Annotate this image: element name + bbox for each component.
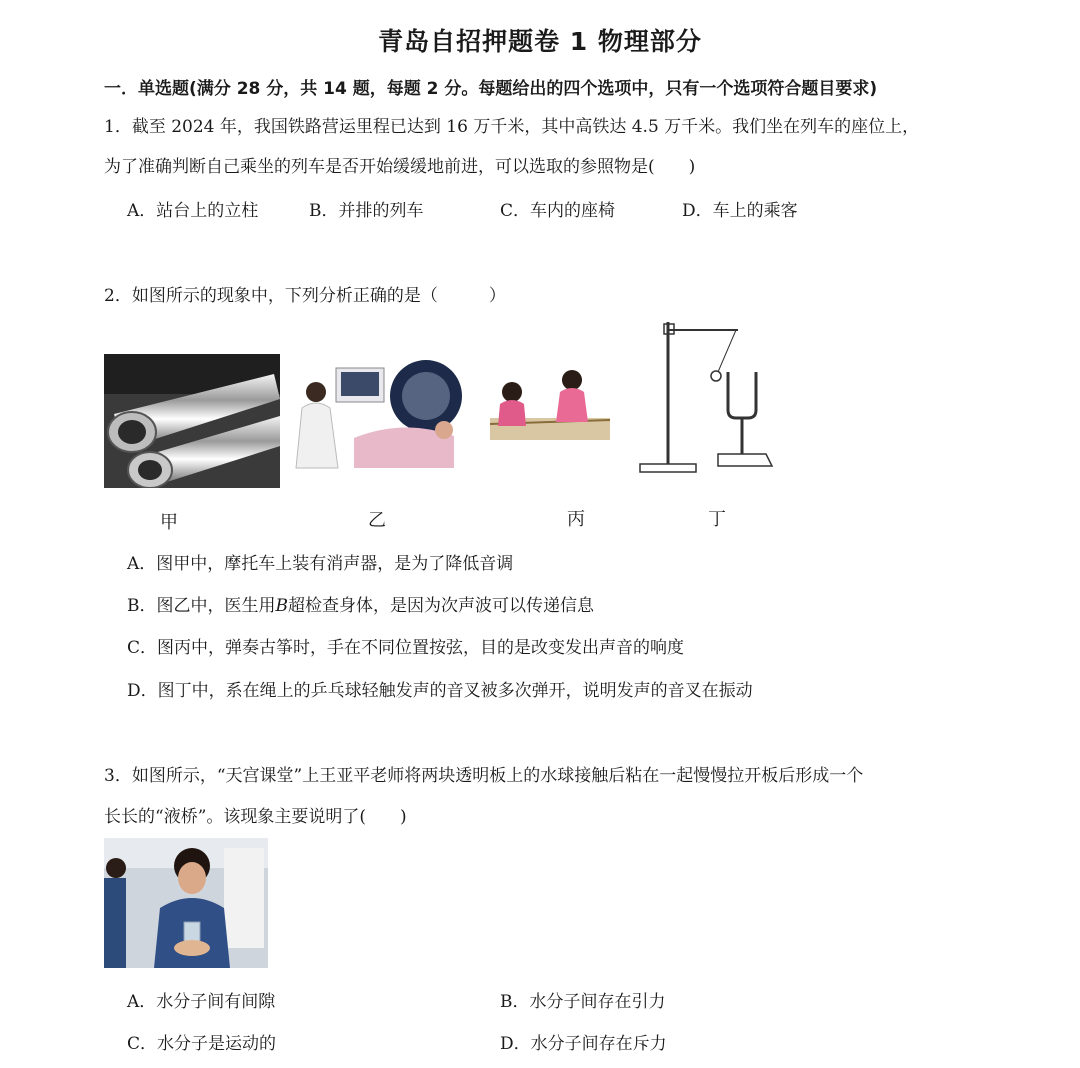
q3-option-d: D．水分子间存在斥力 [500,1034,667,1054]
q2-stem: 2．如图所示的现象中，下列分析正确的是（ ） [104,286,506,306]
q3-option-b: B．水分子间存在引力 [500,992,666,1012]
q1-option-d: D．车上的乘客 [682,201,798,221]
caption-ding: 丁 [708,509,726,530]
q3-stem-line2: 长长的“液桥”。该现象主要说明了( ) [104,807,407,827]
caption-jia: 甲 [160,512,178,533]
q2-option-a: A．图甲中，摩托车上装有消声器，是为了降低音调 [127,554,514,574]
q1-option-b: B．并排的列车 [309,201,424,221]
q1-option-c: C．车内的座椅 [500,201,616,221]
q2-option-b-italic: B [275,596,288,616]
q3-option-a: A．水分子间有间隙 [127,992,276,1012]
q2-option-c: C．图丙中，弹奏古筝时，手在不同位置按弦，目的是改变发出声音的响度 [127,638,685,658]
figure-yi-ultrasound [294,358,466,472]
q2-option-b-post: 超检查身体，是因为次声波可以传递信息 [288,596,594,616]
q3-stem-line1: 3．如图所示，“天宫课堂”上王亚平老师将两块透明板上的水球接触后粘在一起慢慢拉开板后形成一个 [104,766,864,786]
caption-bing: 丙 [567,509,585,530]
q1-stem-line1: 1．截至 2024 年，我国铁路营运里程已达到 16 万千米，其中高铁达 4.5 万千米。我们坐在列车的座位上， [104,117,920,137]
section-heading: 一．单选题(满分 28 分，共 14 题，每题 2 分。每题给出的四个选项中，只有一个选项符合题目要求) [104,79,878,99]
q2-option-b [127,591,594,616]
q3-option-c: C．水分子是运动的 [127,1034,277,1054]
figure-jia-muffler [104,354,280,488]
q2-option-b-pre: B．图乙中，医生用 [127,596,276,616]
q2-option-d: D．图丁中，系在绳上的乒乓球轻触发声的音叉被多次弹开，说明发声的音叉在振动 [127,681,753,701]
figure-ding-tuning-fork [636,318,776,480]
page-title: 青岛自招押题卷 1 物理部分 [378,27,702,56]
figure-bing-guzheng [490,366,610,446]
q1-stem-line2: 为了准确判断自己乘坐的列车是否开始缓缓地前进，可以选取的参照物是( ) [104,157,696,177]
caption-yi: 乙 [368,510,386,531]
figure-tiangong-classroom [104,838,268,968]
q1-option-a: A．站台上的立柱 [127,201,259,221]
